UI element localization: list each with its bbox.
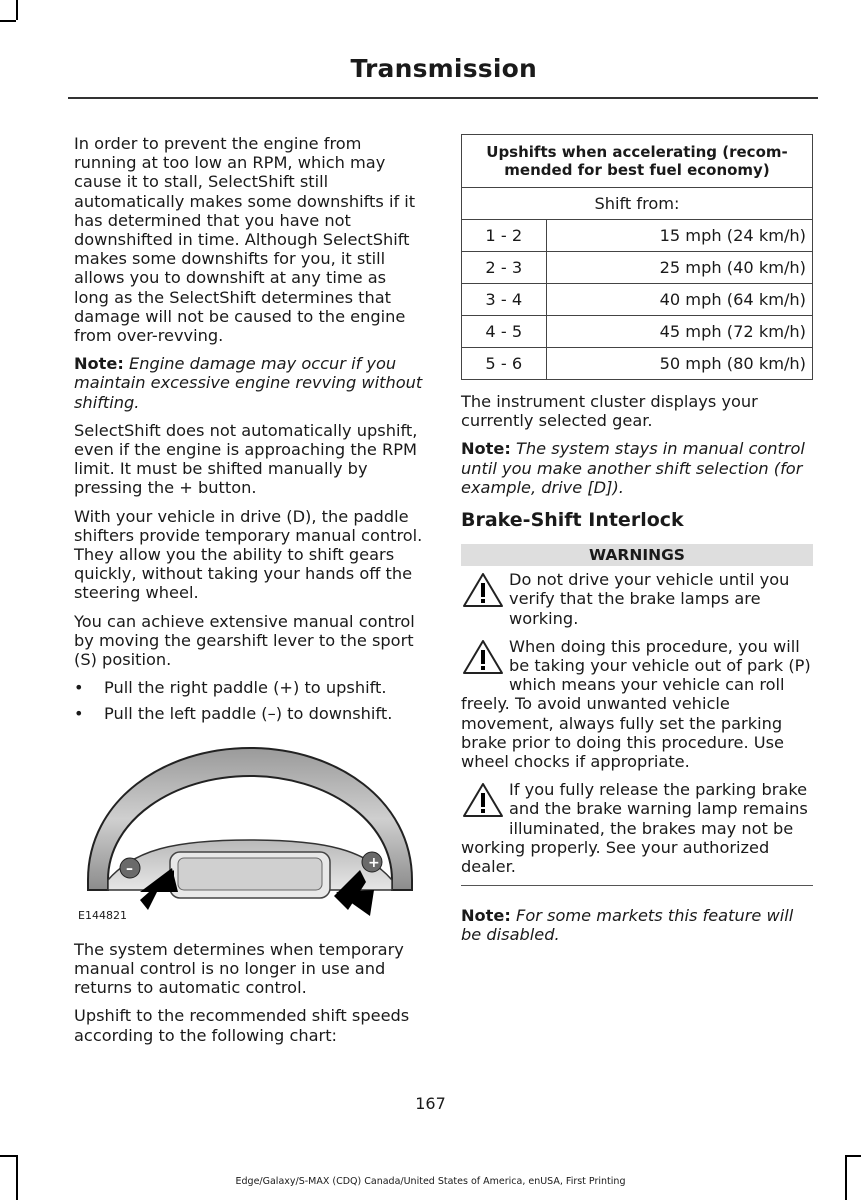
paragraph: Upshift to the recommended shift speeds according to the following chart: xyxy=(74,1006,410,1045)
minus-paddle-label: – xyxy=(126,860,133,877)
table-cell-speed: 25 mph (40 km/h) xyxy=(546,252,812,284)
table-row xyxy=(462,316,813,348)
paragraph: In order to prevent the engine from running at too low an RPM, which may cause it to stall, SelectShift still automatically makes some downshifts if it has determined that you have not downshifted in time. Although SelectShift makes some downshifts for you, it still allows you to downshift at any time as long as the SelectShift determines that damage will not be caused to the engine from over-revving. xyxy=(74,134,416,346)
table-cell-gear: 1 - 2 xyxy=(462,220,547,252)
paragraph: SelectShift does not automatically upshift, even if the engine is approaching the RPM limit. It must be shifted manually by pressing the + button. xyxy=(74,420,418,498)
list-item xyxy=(74,678,426,697)
warning-text: If you fully release the parking brake and the brake warning lamp remains illuminated, the brakes may not be working properly. See your authorized dealer. xyxy=(461,780,808,877)
table-cell-gear: 5 - 6 xyxy=(462,348,547,380)
warning-triangle-icon xyxy=(461,780,505,820)
bullet-list xyxy=(74,678,426,723)
table-cell-speed: 50 mph (80 km/h) xyxy=(546,348,812,380)
page-number: 167 xyxy=(415,1094,446,1113)
warning-text: When doing this procedure, you will be taking your vehicle out of park (P) which means your vehicle can roll freely. To avoid unwanted vehicle movement, always fully set the parking brake prior to doing this procedure. Use wheel chocks if appropriate. xyxy=(461,636,811,772)
note xyxy=(461,439,813,497)
table-subheader: Shift from: xyxy=(462,188,813,220)
list-item xyxy=(74,704,426,723)
figure-id: E144821 xyxy=(78,909,127,923)
section-heading: Brake-Shift Interlock xyxy=(461,509,684,532)
list-item-text: Pull the right paddle (+) to upshift. xyxy=(104,678,387,698)
note-text: The system stays in manual control until you make another shift selection (for example, drive [D]). xyxy=(461,439,805,497)
left-column xyxy=(74,134,426,1054)
title-divider xyxy=(68,97,818,99)
cluster-display xyxy=(178,858,322,890)
table-row xyxy=(462,220,813,252)
paragraph: With your vehicle in drive (D), the paddle shifters provide temporary manual control. They allow you the ability to shift gears quickly, without taking your hands off the steering wheel. xyxy=(74,506,423,603)
warnings-divider xyxy=(461,885,813,886)
table-title: Upshifts when accelerating (recom-mended for best fuel economy) xyxy=(462,135,813,188)
paragraph: The instrument cluster displays your currently selected gear. xyxy=(461,392,758,431)
note-text: Engine damage may occur if you maintain excessive engine revving without shifting. xyxy=(74,354,423,412)
table-row xyxy=(462,348,813,380)
table-cell-gear: 3 - 4 xyxy=(462,284,547,316)
warning-item xyxy=(461,570,813,628)
table-subheader-row xyxy=(462,188,813,220)
paragraph: The system determines when temporary manual control is no longer in use and returns to automatic control. xyxy=(74,939,404,998)
table-cell-gear: 4 - 5 xyxy=(462,316,547,348)
note-text: For some markets this feature will be disabled. xyxy=(461,906,794,945)
warning-item xyxy=(461,637,813,771)
table-cell-speed: 45 mph (72 km/h) xyxy=(546,316,812,348)
paragraph: You can achieve extensive manual control by moving the gearshift lever to the sport (S) position. xyxy=(74,611,415,670)
note xyxy=(461,906,813,944)
crop-mark xyxy=(845,1155,861,1157)
warnings-heading: WARNINGS xyxy=(461,544,813,566)
table-cell-speed: 40 mph (64 km/h) xyxy=(546,284,812,316)
list-item-text: Pull the left paddle (–) to downshift. xyxy=(104,704,393,724)
crop-mark xyxy=(0,20,16,22)
right-column xyxy=(461,118,813,954)
table-row xyxy=(462,252,813,284)
warning-item xyxy=(461,780,813,876)
table-cell-speed: 15 mph (24 km/h) xyxy=(546,220,812,252)
crop-mark xyxy=(0,1155,16,1157)
warning-triangle-icon xyxy=(461,570,505,610)
note xyxy=(74,354,426,412)
table-row xyxy=(462,284,813,316)
crop-mark xyxy=(16,0,18,20)
bullet-marker: • xyxy=(74,678,84,698)
steering-wheel-figure xyxy=(74,740,426,930)
page-title: Transmission xyxy=(350,54,537,83)
bullet-marker: • xyxy=(74,704,84,724)
table-header-row xyxy=(462,135,813,188)
note-label: Note: xyxy=(461,906,511,926)
note-label: Note: xyxy=(461,439,511,459)
plus-paddle-label: + xyxy=(368,854,380,871)
steering-wheel-illustration xyxy=(74,740,426,930)
warning-triangle-icon xyxy=(461,637,505,677)
footer-text: Edge/Galaxy/S-MAX (CDQ) Canada/United States of America, enUSA, First Printing xyxy=(235,1176,626,1187)
warning-text: Do not drive your vehicle until you verify that the brake lamps are working. xyxy=(509,570,790,628)
shift-speed-table xyxy=(461,134,813,380)
note-label: Note: xyxy=(74,354,124,374)
table-cell-gear: 2 - 3 xyxy=(462,252,547,284)
